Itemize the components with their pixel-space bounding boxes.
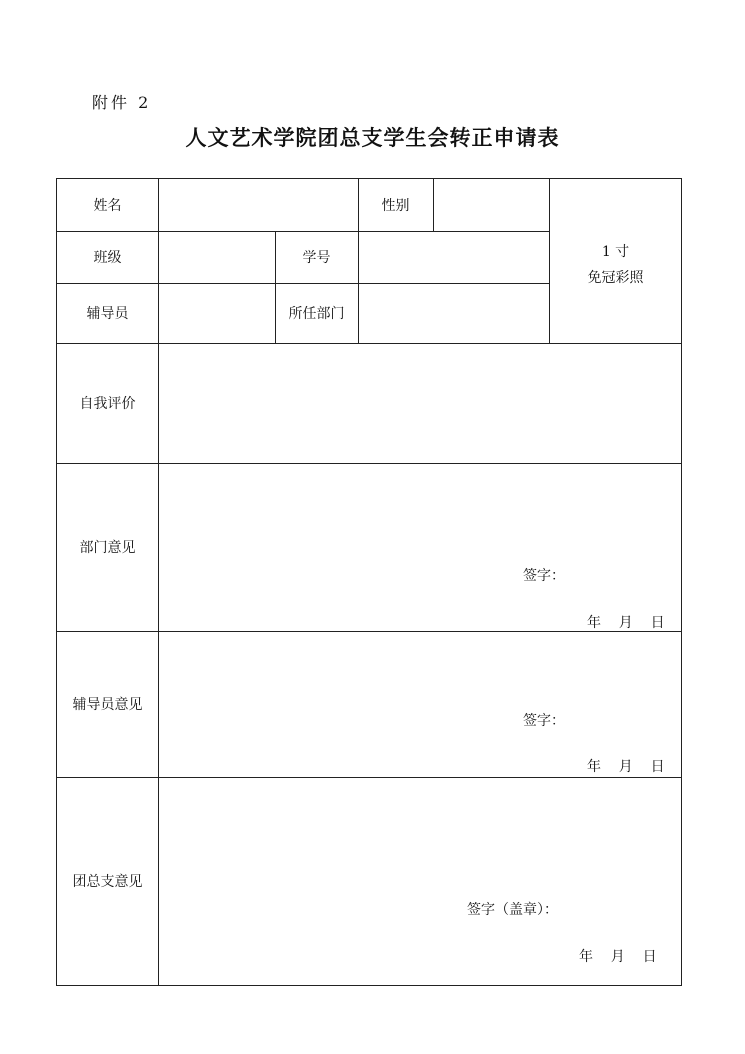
- gender-label: 性别: [381, 198, 410, 214]
- class-input[interactable]: [159, 232, 275, 282]
- department-signature-label: 签字：: [523, 568, 565, 584]
- photo-size-text: 1 寸: [601, 244, 630, 260]
- counselor-date-label: 年 月 日: [587, 759, 665, 775]
- form-title: 人文艺术学院团总支学生会转正申请表: [185, 125, 560, 150]
- photo-box[interactable]: [550, 179, 681, 343]
- class-label: 班级: [93, 250, 122, 266]
- counselor-opinion-input[interactable]: [159, 632, 681, 776]
- branch-opinion-input[interactable]: [159, 778, 681, 984]
- student-id-label: 学号: [302, 250, 331, 266]
- department-opinion-input[interactable]: [159, 464, 681, 630]
- branch-signature-seal-label: 签字（盖章）：: [467, 902, 558, 918]
- counselor-opinion-label: 辅导员意见: [72, 697, 143, 713]
- self-evaluation-label: 自我评价: [79, 396, 136, 412]
- department-opinion-label: 部门意见: [79, 540, 136, 556]
- counselor-input[interactable]: [159, 284, 275, 342]
- branch-date-label: 年 月 日: [579, 949, 657, 965]
- counselor-signature-label: 签字：: [523, 713, 565, 729]
- application-form-table: [56, 178, 682, 986]
- counselor-label: 辅导员: [86, 306, 129, 322]
- attachment-label: 附件 2: [92, 93, 152, 112]
- name-label: 姓名: [93, 198, 122, 214]
- photo-type-text: 免冠彩照: [587, 270, 644, 286]
- department-label: 所任部门: [288, 306, 345, 322]
- student-id-input[interactable]: [359, 232, 549, 282]
- name-input[interactable]: [159, 180, 358, 230]
- self-evaluation-input[interactable]: [159, 344, 681, 462]
- department-date-label: 年 月 日: [587, 615, 665, 631]
- department-input[interactable]: [359, 284, 549, 342]
- branch-opinion-label: 团总支意见: [72, 874, 143, 890]
- gender-input[interactable]: [434, 180, 549, 230]
